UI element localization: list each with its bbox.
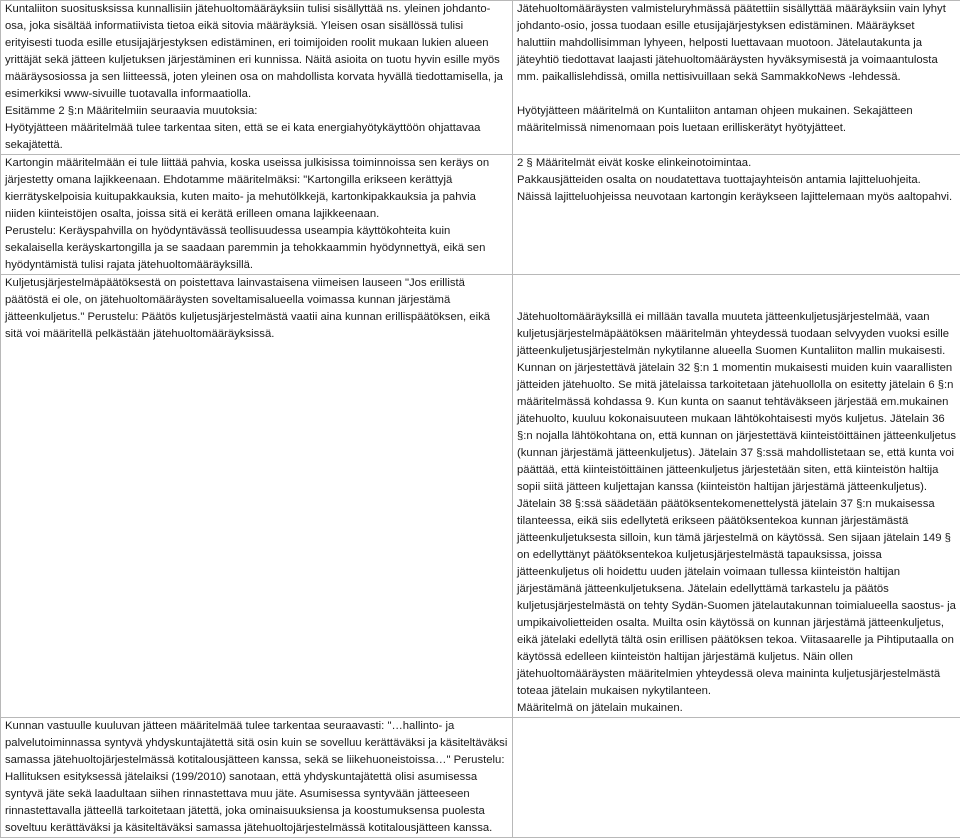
response-paragraph: Määritelmä on jätelain mukainen.: [517, 700, 956, 717]
comment-cell: [1, 1, 513, 155]
response-cell: [513, 155, 960, 275]
comment-cell: [1, 155, 513, 275]
response-paragraph: Hyötyjätteen määritelmä on Kuntaliiton antaman ohjeen mukainen. Sekajätteen määritelmissä nimenomaan pois luetaan erilliskerätyt hyötyjätteet.: [517, 103, 956, 137]
comment-paragraph: Kunnan vastuulle kuuluvan jätteen määritelmää tulee tarkentaa seuraavasti: "…hallinto- ja palvelutoiminnassa syntyvä yhdyskuntajätettä sitä osin kuin se sovelluu kerättäväksi ja käsiteltäväksi samassa jätehuoltojärjestelmässä kotitalousjätteen kanssa, sekä se liikehuoneistoissa…" Perustelu: Hallituksen esityksessä jätelaiksi (199/2010) sanotaan, että yhdyskuntajätettä olisi asumisessa syntyvä jäte sekä laadultaan siihen rinnastettava muu jäte. Asumisessa syntyvään jätteeseen rinnastettavalla jätteellä tarkoitetaan jätettä, joka ominaisuuksiensa ja koostumuksensa puolesta soveltuu kerättäväksi ja käsiteltäväksi samassa jätehuoltojärjestelmässä kotitalousjätteen kanssa.: [5, 718, 508, 837]
table-row: [1, 718, 960, 838]
comment-paragraph: Hyötyjätteen määritelmää tulee tarkentaa siten, että se ei kata energiahyötykäyttöön ohjattavaa sekajätettä.: [5, 120, 508, 154]
response-paragraph: Jätehuoltomääräyksillä ei millään tavalla muuteta jätteenkuljetusjärjestelmää, vaan kuljetusjärjestelmäpäätöksen määritelmän yhteydessä tuodaan selvyyden vuoksi esille jätteenkuljetusjärjestelmän nykytilanne alueella Suomen Kuntaliiton mallin mukaisesti. Kunnan on järjestettävä jätelain 32 §:n 1 momentin mukaisesti muiden kuin vaarallisten jätteiden jätehuolto. Se mitä jätelaissa tarkoitetaan jätehuollolla on esitetty jätelain 6 §:n määritelmässä kohdassa 9. Kun kunta on saanut tehtäväkseen järjestää em.mukainen jätehuolto, kuuluu kokonaisuuteen mukaan lähtökohtaisesti myös kuljetus. Jätelain 36 §:n nojalla lähtökohtana on, että kunnan on järjestettävä kiinteistöittäinen jätteenkuljetus (kunnan järjestämä jätteenkuljetus). Jätelain 37 §:ssä mahdollistetaan se, että kunta voi päättää, että kiinteistöittäinen jätteenkuljetus järjestetään siten, että kiinteistön haltija sopii siitä jätteen kuljettajan kanssa (kiinteistön haltijan järjestämä jätteenkuljetus). Jätelain 38 §:ssä säädetään päätöksentekomenettelystä jätelain 37 §:n mukaisessa tilanteessa, eikä siis edellytetä erikseen päätöksentekoa kunnan järjestämästä jätteenkuljetuksesta silloin, kun tämä järjestelmä on käytössä. Sen sijaan jätelain 149 § on edellyttänyt päätöksentekoa kuljetusjärjestelmästä tapauksissa, joissa jätteenkuljetus oli hoidettu uuden jätelain voimaan tullessa kiinteistön haltijan järjestämänä jätteenkuljetuksena. Jätelain edellyttämä tarkastelu ja päätös kuljetusjärjestelmästä on tehty Sydän-Suomen jätelautakunnan toimialueella saostus- ja umpikaivolietteiden osalta. Muilta osin käytössä on kunnan järjestämä jätteenkuljetus, eikä jätelaki edellytä tältä osin erillisen päätöksen tekoa. Viitasaarelle ja Pihtiputaalla on käytössä edelleen kiinteistön haltijan järjestämä kuljetus. Näin ollen jätehuoltomääräysten määritelmien yhteydessä oleva maininta kuljetusjärjestelmästä toteaa jätelain mukaisen nykytilanteen.: [517, 309, 956, 700]
comment-cell: [1, 718, 513, 838]
table-row: [1, 155, 960, 275]
response-cell: [513, 1, 960, 155]
comment-paragraph: Kartongin määritelmään ei tule liittää pahvia, koska useissa julkisissa toiminnoissa sen keräys on järjestetty omana lajikkeenaan. Ehdotamme määritelmäksi: "Kartongilla erikseen kerättyjä kierrätyskelpoisia kuitupakkauksia, kuten maito- ja mehutölkkejä, kartonkipakkauksia ja pahvia niiden kiinteistöjen osalta, joissa sitä ei kerätä erilleen omana lajikkeenaan.: [5, 155, 508, 223]
response-paragraph: Jätehuoltomääräysten valmisteluryhmässä päätettiin sisällyttää määräyksiin vain lyhyt johdanto-osio, jossa tuodaan esille etusijajärjestyksen edistäminen. Määräykset haluttiin mahdollisimman lyhyeen, helposti luettavaan muotoon. Jätelautakunta ja jäteyhtiö tiedottavat laajasti jätehuoltomääräysten hyväksymisestä ja voimaantulosta mm. paikallislehdissä, omilla nettisivuillaan sekä SammakkoNews -lehdessä.: [517, 1, 956, 86]
comment-cell: [1, 275, 513, 718]
comment-paragraph: Perustelu: Keräyspahvilla on hyödyntävässä teollisuudessa useampia käyttökohteita kuin sekalaisella keräyskartongilla ja se saadaan paremmin ja tehokkaammin hyödynnettyä, eikä sen hyödyntämistä tulisi rajata jätehuoltomääräyksillä.: [5, 223, 508, 274]
comment-paragraph: Esitämme 2 §:n Määritelmiin seuraavia muutoksia:: [5, 103, 508, 120]
response-cell: [513, 275, 960, 718]
response-paragraph: 2 § Määritelmät eivät koske elinkeinotoimintaa.: [517, 155, 956, 172]
response-paragraph: Pakkausjätteiden osalta on noudatettava tuottajayhteisön antamia lajitteluohjeita. Näissä lajitteluohjeissa neuvotaan kartongin keräykseen lajittelemaan myös aaltopahvi.: [517, 172, 956, 206]
comment-paragraph: Kuntaliiton suositusksissa kunnallisiin jätehuoltomääräyksiin tulisi sisällyttää ns. yleinen johdanto-osa, joka sisältää informatiivista tietoa eikä sitovia määräyksiä. Yleisen osan sisällössä tulisi erityisesti tuoda esille etusijajärjestyksen edistäminen, eri toimijoiden roolit mukaan lukien alueen yrittäjät sekä jätteen kuljetuksen järjestäminen eri kunnissa. Näitä asioita on tuotu hyvin esille myös määräysosiossa ja sen liitteessä, joten yleinen osa on mahdollista korvata hyvällä tiedottamisella, ja esimerkiksi www-sivuille tuotavalla informaatiolla.: [5, 1, 508, 103]
comment-paragraph: Kuljetusjärjestelmäpäätöksestä on poistettava lainvastaisena viimeisen lauseen "Jos erillistä päätöstä ei ole, on jätehuoltomääräysten soveltamisalueella voimassa kunnan järjestämä jätteenkuljetus." Perustelu: Päätös kuljetusjärjestelmästä vaatii aina kunnan erillispäätöksen, eikä sitä voi määritellä pelkästään jätehuoltomääräyksissä.: [5, 275, 508, 343]
table-row: [1, 275, 960, 718]
response-cell: [513, 718, 960, 838]
table-row: [1, 1, 960, 155]
response-paragraph: [517, 86, 956, 103]
response-paragraph: [517, 275, 956, 309]
